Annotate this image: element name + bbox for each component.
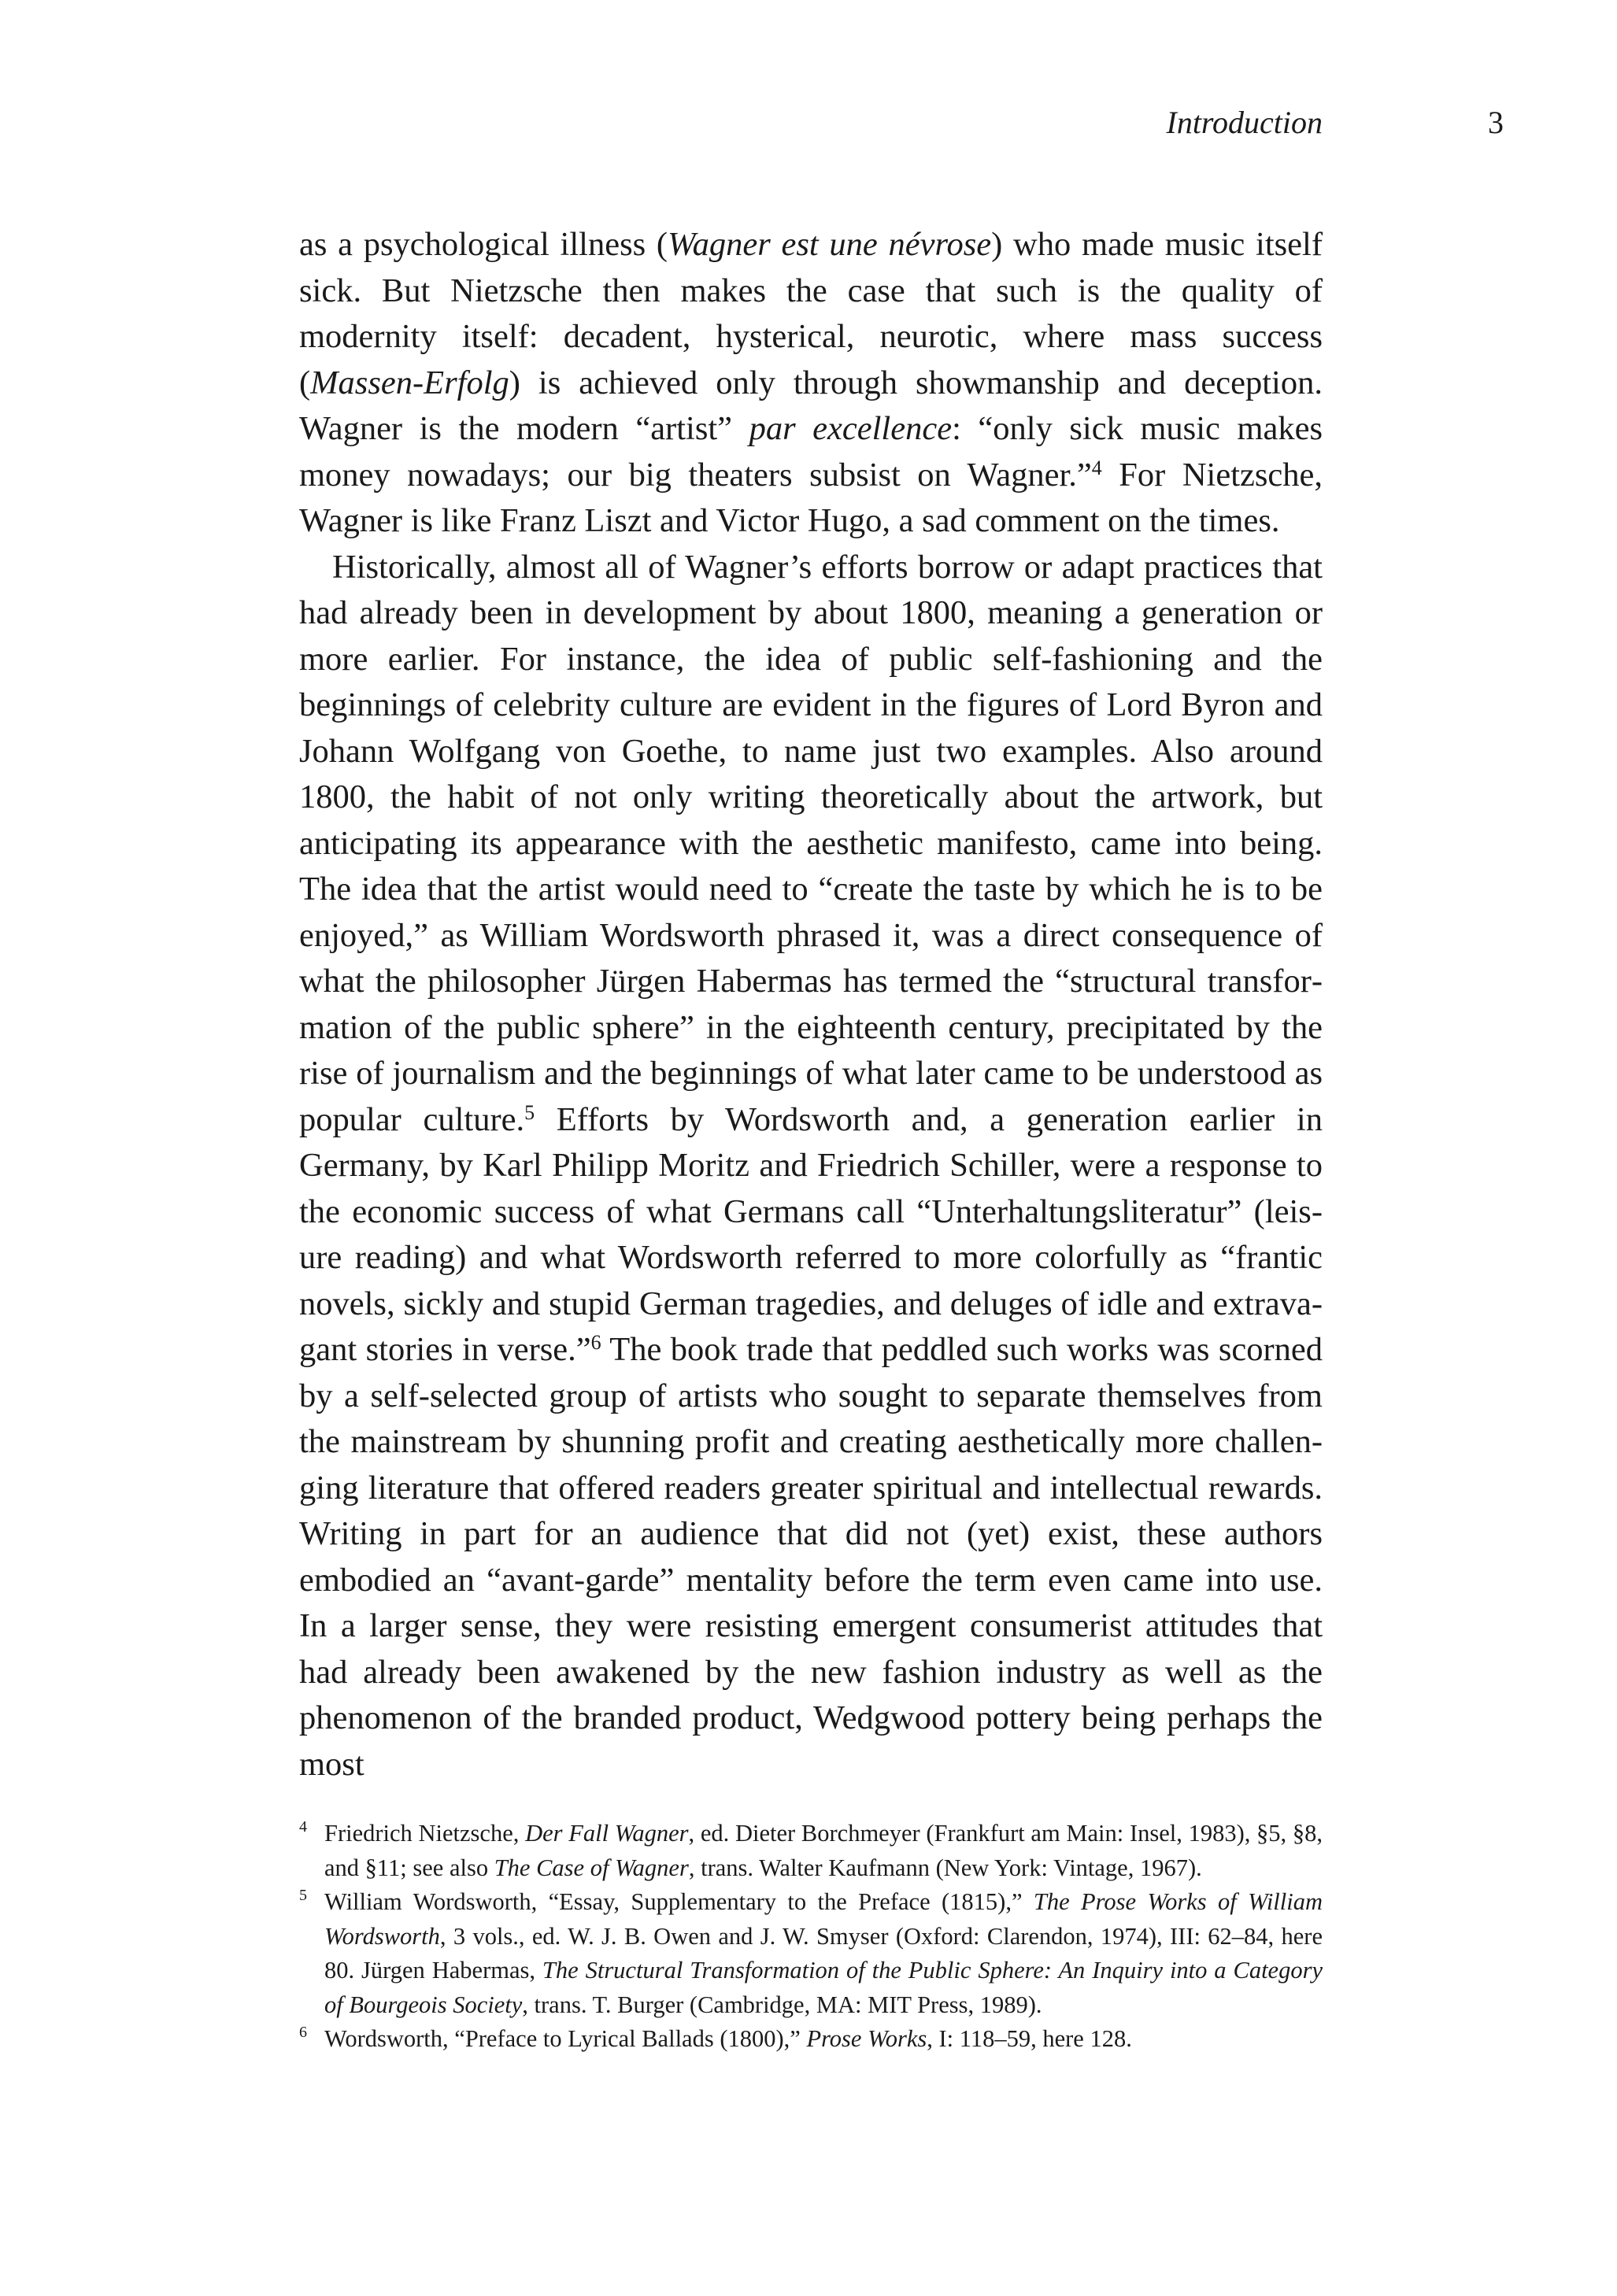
footnote-4-text-c: , ed. Dieter Borchmeyer (Frankfurt am Main: Insel, 1983), §5, §8, and §11; see also	[324, 1820, 1323, 1881]
footnote-number: 4	[299, 1818, 307, 1836]
paragraph-1-text-h: For Nietzsche, Wagner is like Franz Liszt and Victor Hugo, a sad comment on the times.	[299, 456, 1323, 539]
paragraph-1	[299, 222, 1323, 545]
footnote-6-text-c: , I: 118–59, here 128.	[927, 2025, 1132, 2052]
footnote-5-text-a: William Wordsworth, “Essay, Supplementary to the Preface (1815),”	[324, 1888, 1034, 1915]
footnotes	[299, 1817, 1323, 2057]
paragraph-2	[299, 545, 1323, 1788]
footnote-4-italic-d: The Case of Wagner	[494, 1854, 689, 1881]
footnote-4-text-a: Friedrich Nietzsche,	[324, 1820, 526, 1847]
paragraph-1-italic-b: Wagner est une névrose	[668, 226, 992, 263]
footnote-ref-4[interactable]: 4	[1091, 456, 1102, 479]
paragraph-1-text-c: ) who made music itself sick. But Nietzsche then makes the case that such is the quality of modernity itself: decadent, hysterical, neurotic, where mass success (	[299, 226, 1323, 401]
paragraph-2-text-c: The book trade that peddled such works was scorned by a self-selected group of artists who sought to separate themselves from the mainstream by shunning profit and creating aesthetically more challenging literature that offered readers greater spiritual and intellectual rewards. Writing in part for an audience that did not (yet) exist, these authors embodied an “avant-garde” mentality before the term even came into use. In a larger sense, they were resisting emergent consumerist attitudes that had already been awakened by the new fashion industry as well as the phenomenon of the branded product, Wedgwood pottery being perhaps the most	[299, 1331, 1323, 1783]
footnote-5-italic-b: The Prose Works of William Wordsworth	[324, 1888, 1323, 1950]
footnote-ref-5[interactable]: 5	[524, 1100, 535, 1124]
footnote-6-italic-b: Prose Works	[806, 2025, 927, 2052]
footnote-5-text-c: , 3 vols., ed. W. J. B. Owen and J. W. Smyser (Oxford: Clarendon, 1974), III: 62–84, here 80. Jürgen Habermas,	[324, 1922, 1323, 1984]
paragraph-2-text-a: Historically, almost all of Wagner’s efforts borrow or adapt practices that had already been in development by about 1800, meaning a generation or more earlier. For instance, the idea of public self-fashioning and the beginnings of celebrity culture are evident in the figures of Lord Byron and Johann Wolfgang von Goethe, to name just two examples. Also around 1800, the habit of not only writing theoretically about the artwork, but anticipating its appearance with the aesthetic manifesto, came into being. The idea that the artist would need to “create the taste by which he is to be enjoyed,” as William Wordsworth phrased it, was a direct consequence of what the philosopher Jürgen Habermas has termed the “structural transformation of the public sphere” in the eighteenth century, precipitated by the rise of journalism and the beginnings of what later came to be understood as popular culture.	[299, 548, 1323, 1138]
footnote-4	[299, 1817, 1323, 1885]
body-text	[299, 222, 1323, 1788]
paragraph-1-text-e: ) is achieved only through showmanship and deception. Wagner is the modern “artist”	[299, 364, 1323, 447]
footnote-5-text-e: , trans. T. Burger (Cambridge, MA: MIT Press, 1989).	[522, 1991, 1042, 2018]
paragraph-1-text-a: as a psychological illness (	[299, 226, 668, 263]
running-head-title: Introduction	[1166, 105, 1323, 140]
footnote-number: 5	[299, 1887, 307, 1904]
paragraph-1-italic-d: Massen-Erfolg	[310, 364, 509, 401]
paragraph-1-italic-f: par excellence	[749, 410, 953, 447]
page-number: 3	[1488, 105, 1504, 140]
paragraph-1-text-g: : “only sick music makes money nowadays; our big theaters subsist on Wagner.”	[299, 410, 1323, 494]
footnote-5-italic-d: The Structural Transformation of the Public Sphere: An Inquiry into a Category of Bourgeois Society	[324, 1957, 1323, 2018]
footnote-5	[299, 1885, 1323, 2022]
footnote-6-text-a: Wordsworth, “Preface to Lyrical Ballads (1800),”	[324, 2025, 807, 2052]
footnote-number: 6	[299, 2024, 307, 2041]
paragraph-2-text-b: Efforts by Wordsworth and, a generation earlier in Germany, by Karl Philipp Moritz and Friedrich Schiller, were a response to the economic success of what Germans call “Unterhaltungsliteratur” (leisure reading) and what Wordsworth referred to more colorfully as “frantic novels, sickly and stupid German tragedies, and deluges of idle and extravagant stories in verse.”	[299, 1100, 1323, 1368]
footnote-6	[299, 2022, 1323, 2057]
footnote-4-text-e: , trans. Walter Kaufmann (New York: Vintage, 1967).	[688, 1854, 1202, 1881]
footnote-4-italic-b: Der Fall Wagner	[525, 1820, 689, 1847]
footnote-ref-6[interactable]: 6	[590, 1331, 601, 1354]
